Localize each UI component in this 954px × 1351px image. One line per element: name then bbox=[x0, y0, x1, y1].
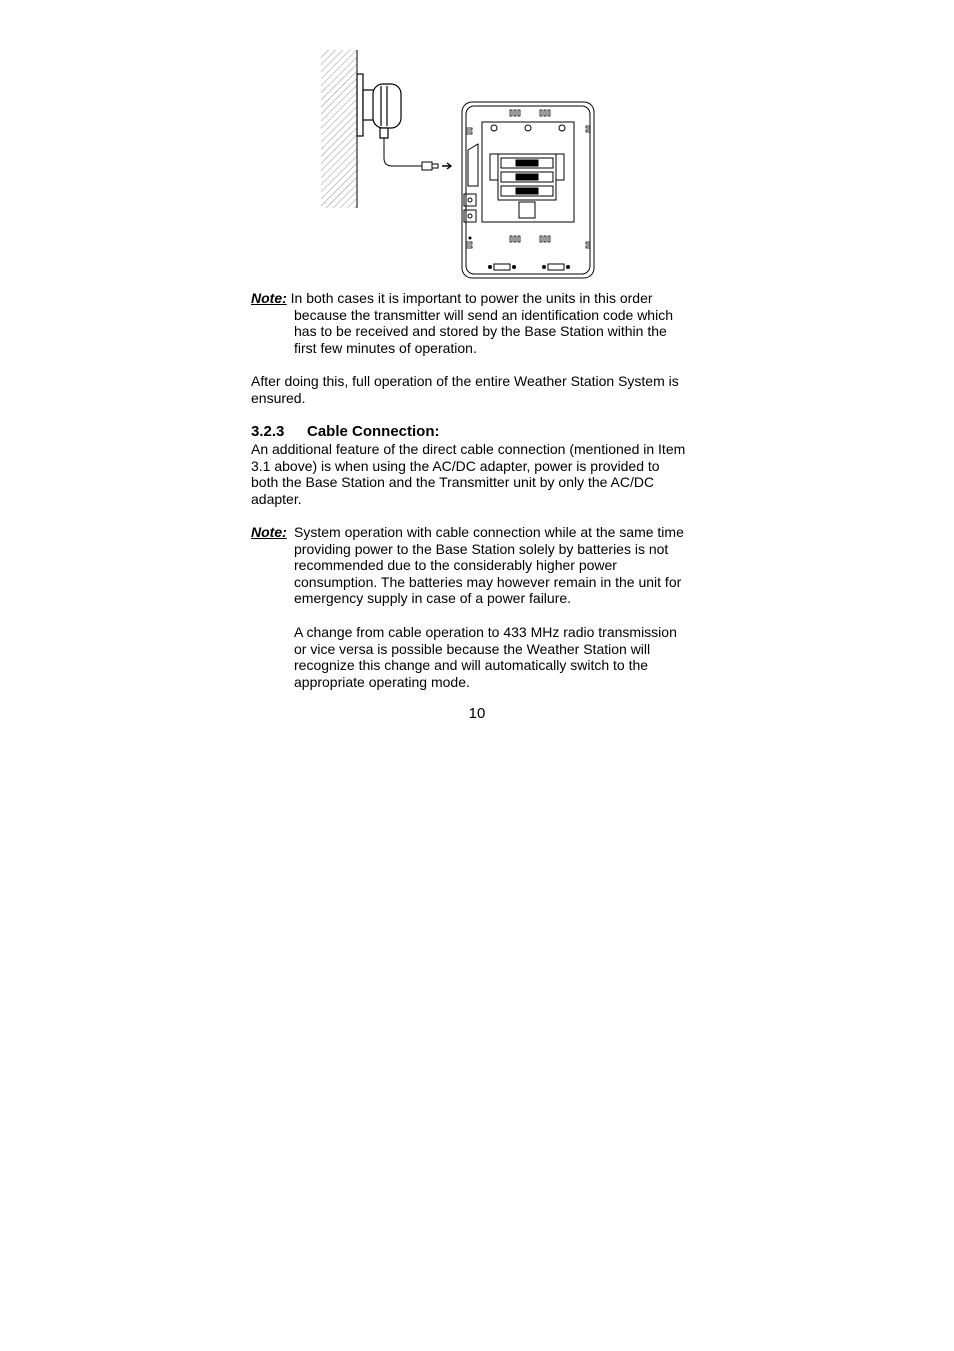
note-1 bbox=[251, 290, 711, 307]
note-1-continuation bbox=[294, 307, 714, 357]
text-line: both the Base Station and the Transmitter unit by only the AC/DC bbox=[251, 474, 655, 491]
text-line: has to be received and stored by the Base Station within the bbox=[294, 323, 667, 340]
adapter-connection-illustration bbox=[318, 46, 600, 280]
base-station-back bbox=[462, 102, 594, 278]
text-line: recognize this change and will automatically switch to the bbox=[294, 657, 649, 674]
power-cable bbox=[384, 138, 422, 166]
text-line: After doing this, full operation of the entire Weather Station System is bbox=[251, 373, 679, 389]
dc-plug bbox=[422, 162, 438, 170]
note-2-paragraph-2 bbox=[294, 624, 714, 690]
note-1-first-line: In both cases it is important to power the units in this order bbox=[290, 290, 653, 306]
section-number: 3.2.3 bbox=[251, 423, 285, 440]
text-line: because the transmitter will send an identification code which bbox=[294, 306, 673, 323]
text-line: or vice versa is possible because the Weather Station will bbox=[294, 640, 651, 657]
section-heading bbox=[251, 423, 440, 440]
wall bbox=[321, 50, 357, 208]
text-line: A change from cable operation to 433 MHz radio transmission bbox=[294, 624, 677, 640]
arrow-icon bbox=[442, 163, 451, 169]
note-label: Note: bbox=[251, 290, 287, 306]
page-number: 10 bbox=[468, 705, 486, 722]
note-2-label-wrap bbox=[251, 524, 291, 541]
paragraph-1 bbox=[251, 373, 721, 406]
text-line: System operation with cable connection while at the same time bbox=[294, 524, 684, 540]
note-label: Note: bbox=[251, 524, 287, 540]
text-line: recommended due to the considerably higher power bbox=[294, 557, 617, 574]
text-line: adapter. bbox=[251, 490, 302, 507]
text-line: emergency supply in case of a power failure. bbox=[294, 590, 572, 607]
note-2 bbox=[294, 524, 714, 607]
ac-dc-adapter bbox=[357, 74, 401, 138]
text-line: 3.1 above) is when using the AC/DC adapter, power is provided to bbox=[251, 457, 660, 474]
paragraph-2 bbox=[251, 441, 721, 507]
text-line: first few minutes of operation. bbox=[294, 339, 477, 356]
text-line: An additional feature of the direct cable connection (mentioned in Item bbox=[251, 441, 686, 457]
section-title: Cable Connection: bbox=[307, 423, 440, 440]
text-line: appropriate operating mode. bbox=[294, 673, 470, 690]
text-line: providing power to the Base Station solely by batteries is not bbox=[294, 540, 669, 557]
text-line: consumption. The batteries may however remain in the unit for bbox=[294, 573, 682, 590]
text-line: ensured. bbox=[251, 389, 306, 406]
